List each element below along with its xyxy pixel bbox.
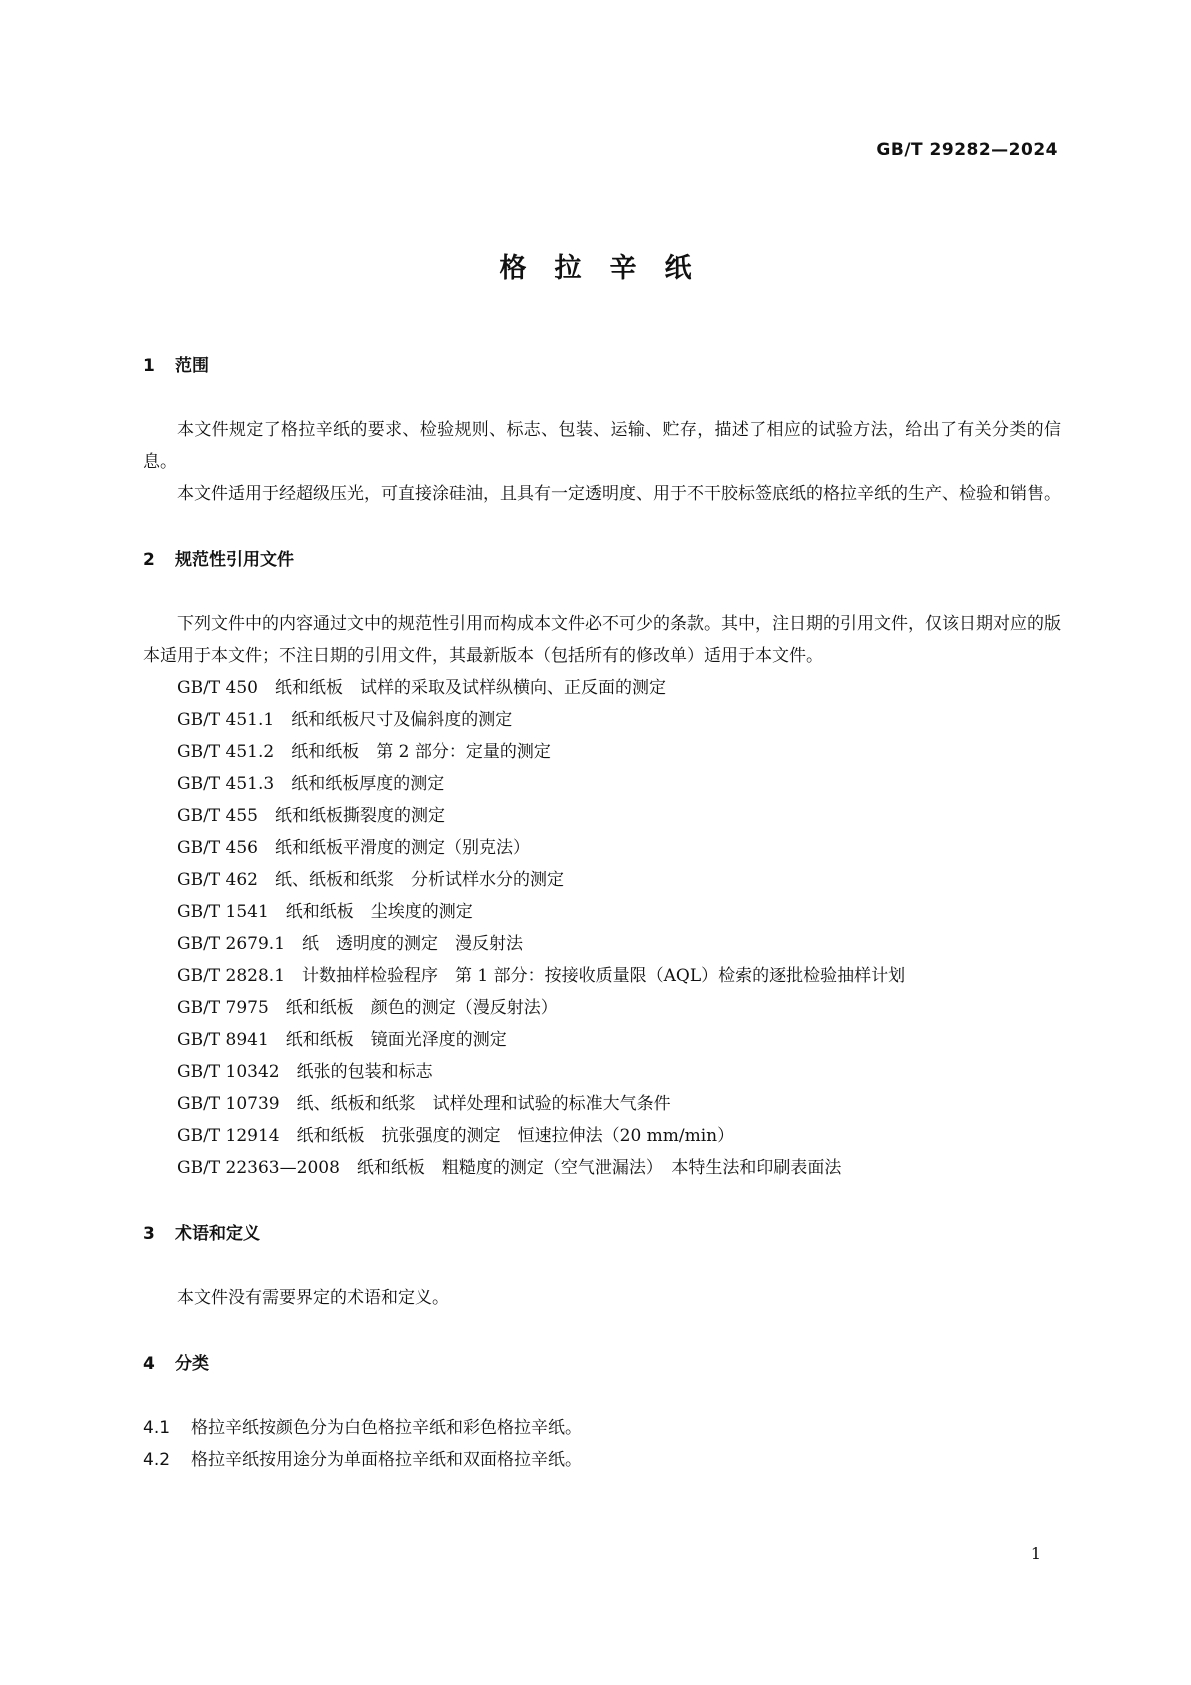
reference-item: GB/T 456 纸和纸板平滑度的测定（别克法） [177,838,530,858]
section-heading-classification [143,1352,1061,1376]
reference-list [143,672,1061,1184]
section-heading-scope [143,354,1061,378]
normative-intro: 下列文件中的内容通过文中的规范性引用而构成本文件必不可少的条款。其中，注日期的引用文件，仅该日期对应的版本适用于本文件；不注日期的引用文件，其最新版本（包括所有的修改单）适用于本文件。 [143,614,1061,666]
reference-item: GB/T 12914 纸和纸板 抗张强度的测定 恒速拉伸法（20 mm/min） [177,1126,735,1146]
document-title: 格拉辛纸 [499,253,720,284]
reference-item: GB/T 462 纸、纸板和纸浆 分析试样水分的测定 [177,870,564,890]
terms-paragraph: 本文件没有需要界定的术语和定义。 [177,1288,449,1308]
clause [143,1444,1061,1476]
page-number: 1 [1030,1544,1041,1563]
reference-item: GB/T 22363—2008 纸和纸板 粗糙度的测定（空气泄漏法） 本特生法和印刷表面法 [177,1158,842,1178]
section-number: 2 [143,550,155,570]
reference-item: GB/T 451.2 纸和纸板 第 2 部分：定量的测定 [177,742,551,762]
reference-item: GB/T 10342 纸张的包装和标志 [177,1062,433,1082]
reference-item: GB/T 451.1 纸和纸板尺寸及偏斜度的测定 [177,710,513,730]
reference-item: GB/T 2679.1 纸 透明度的测定 漫反射法 [177,934,524,954]
reference-item: GB/T 7975 纸和纸板 颜色的测定（漫反射法） [177,998,558,1018]
document-body [143,354,1061,1476]
reference-item: GB/T 455 纸和纸板撕裂度的测定 [177,806,445,826]
scope-paragraph: 本文件适用于经超级压光，可直接涂硅油，且具有一定透明度、用于不干胶标签底纸的格拉辛纸的生产、检验和销售。 [177,484,1061,504]
section-heading-terms [143,1222,1061,1246]
section-number: 1 [143,356,155,376]
section-number: 3 [143,1224,155,1244]
clause-number: 4.2 [143,1450,171,1470]
reference-item: GB/T 450 纸和纸板 试样的采取及试样纵横向、正反面的测定 [177,678,666,698]
reference-item: GB/T 2828.1 计数抽样检验程序 第 1 部分：按接收质量限（AQL）检索的逐批检验抽样计划 [177,966,906,986]
reference-item: GB/T 451.3 纸和纸板厚度的测定 [177,774,445,794]
reference-item: GB/T 1541 纸和纸板 尘埃度的测定 [177,902,473,922]
section-title: 范围 [175,356,209,376]
section-heading-normative-references [143,548,1061,572]
standard-code: GB/T 29282—2024 [876,140,1058,160]
section-title: 术语和定义 [175,1224,260,1244]
clause-text: 格拉辛纸按用途分为单面格拉辛纸和双面格拉辛纸。 [191,1450,582,1470]
scope-paragraph: 本文件规定了格拉辛纸的要求、检验规则、标志、包装、运输、贮存，描述了相应的试验方法，给出了有关分类的信息。 [143,420,1061,472]
section-title: 分类 [175,1354,209,1374]
section-title: 规范性引用文件 [175,550,294,570]
clause [143,1412,1061,1444]
clause-number: 4.1 [143,1418,171,1438]
reference-item: GB/T 8941 纸和纸板 镜面光泽度的测定 [177,1030,507,1050]
section-number: 4 [143,1354,155,1374]
clause-text: 格拉辛纸按颜色分为白色格拉辛纸和彩色格拉辛纸。 [191,1418,582,1438]
reference-item: GB/T 10739 纸、纸板和纸浆 试样处理和试验的标准大气条件 [177,1094,671,1114]
